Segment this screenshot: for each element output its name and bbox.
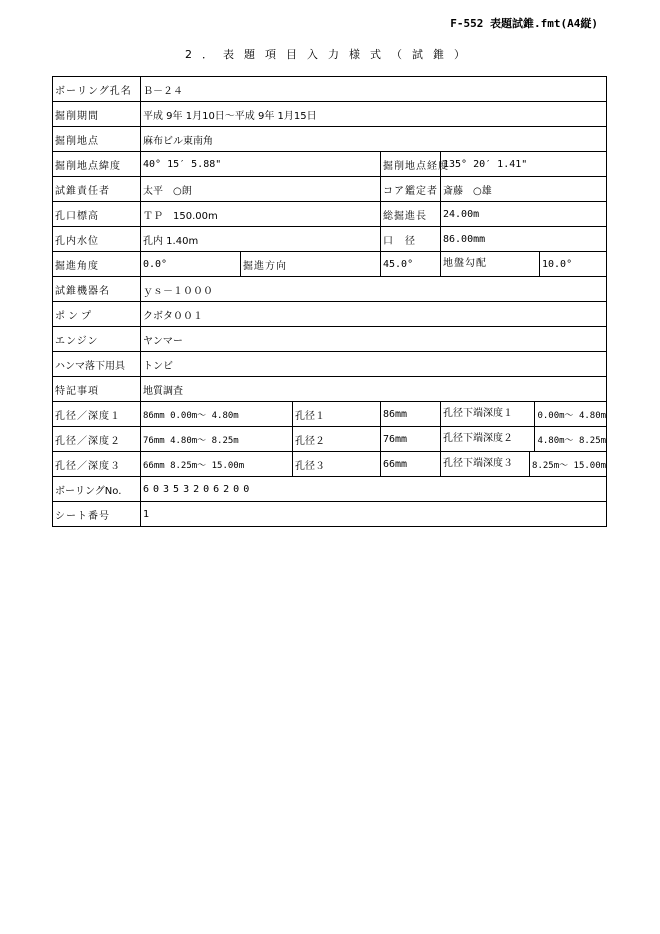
hole-depth-field[interactable]: 66mm 8.25m～ 15.00m xyxy=(141,452,293,477)
row-hammer xyxy=(53,352,607,377)
row-note xyxy=(53,377,607,402)
hole-lower-label: 孔径下端深度３ xyxy=(441,452,530,476)
engine-label: エンジン xyxy=(53,327,141,352)
total-depth-label: 総掘進長 xyxy=(381,202,441,227)
row-angles xyxy=(53,252,607,277)
row-coordinates xyxy=(53,152,607,177)
row-boring-name xyxy=(53,77,607,102)
hole-lower-field[interactable]: 0.00m～ 4.80m xyxy=(537,410,607,421)
hole-diameter-label: 孔径１ xyxy=(293,402,381,427)
row-hole-2 xyxy=(53,427,607,452)
engineer-field[interactable]: 太平 ○朗 xyxy=(141,177,381,202)
slope-field[interactable]: 10.0° xyxy=(542,258,573,270)
hole-diameter-field[interactable]: 86mm xyxy=(381,402,441,427)
row-boring-no xyxy=(53,477,607,502)
file-id: F-552 表題試錐.fmt(A4縦) xyxy=(450,17,598,30)
water-level-field[interactable]: 孔内 1.40m xyxy=(141,227,381,252)
hammer-label: ハンマ落下用具 xyxy=(53,352,141,377)
sheet-field[interactable]: 1 xyxy=(141,502,607,527)
note-label: 特記事項 xyxy=(53,377,141,402)
core-examiner-label: コア鑑定者 xyxy=(381,177,441,202)
engineer-label: 試錐責任者 xyxy=(53,177,141,202)
hammer-field[interactable]: トンビ xyxy=(141,352,607,377)
machine-label: 試錐機器名 xyxy=(53,277,141,302)
hole-depth-field[interactable]: 76mm 4.80m～ 8.25m xyxy=(141,427,293,452)
boring-name-field[interactable]: Ｂ－２４ xyxy=(141,77,607,102)
direction-field[interactable]: 45.0° xyxy=(381,252,441,277)
hole-lower-field[interactable]: 4.80m～ 8.25m xyxy=(537,435,607,446)
row-sheet xyxy=(53,502,607,527)
row-hole-3 xyxy=(53,452,607,477)
pump-label: ポンプ xyxy=(53,302,141,327)
angle-field[interactable]: 0.0° xyxy=(141,252,241,277)
direction-label: 掘進方向 xyxy=(241,252,381,277)
boring-title-form xyxy=(52,76,607,527)
boring-no-field[interactable]: 60353206200 xyxy=(141,477,607,502)
hole-lower-cell xyxy=(441,427,607,452)
slope-label: 地盤勾配 xyxy=(441,252,540,276)
site-field[interactable]: 麻布ビル東南角 xyxy=(141,127,607,152)
angle-label: 掘進角度 xyxy=(53,252,141,277)
row-machine xyxy=(53,277,607,302)
longitude-field[interactable]: 135° 20′ 1.41" xyxy=(441,152,607,177)
hole-diameter-field[interactable]: 76mm xyxy=(381,427,441,452)
row-elevation xyxy=(53,202,607,227)
row-hole-1 xyxy=(53,402,607,427)
latitude-label: 掘削地点緯度 xyxy=(53,152,141,177)
elevation-field[interactable]: ＴＰ 150.00m xyxy=(141,202,381,227)
water-level-label: 孔内水位 xyxy=(53,227,141,252)
core-examiner-field[interactable]: 斎藤 ○雄 xyxy=(441,177,607,202)
row-pump xyxy=(53,302,607,327)
hole-lower-cell xyxy=(441,452,607,477)
boring-name-label: ボーリング孔名 xyxy=(53,77,141,102)
row-personnel xyxy=(53,177,607,202)
period-field[interactable]: 平成 9年 1月10日～平成 9年 1月15日 xyxy=(141,102,607,127)
site-label: 掘削地点 xyxy=(53,127,141,152)
longitude-label: 掘削地点経度 xyxy=(381,152,441,177)
diameter-field[interactable]: 86.00mm xyxy=(441,227,607,252)
note-field[interactable]: 地質調査 xyxy=(141,377,607,402)
diameter-label: 口 径 xyxy=(381,227,441,252)
hole-lower-field[interactable]: 8.25m～ 15.00m xyxy=(532,460,607,471)
elevation-label: 孔口標高 xyxy=(53,202,141,227)
machine-field[interactable]: ｙｓ－１０００ xyxy=(141,277,607,302)
hole-depth-label: 孔径／深度３ xyxy=(53,452,141,477)
sheet-label: シート番号 xyxy=(53,502,141,527)
pump-field[interactable]: クボタ００１ xyxy=(141,302,607,327)
total-depth-field[interactable]: 24.00m xyxy=(441,202,607,227)
row-water-level xyxy=(53,227,607,252)
slope-cell xyxy=(441,252,607,277)
hole-lower-label: 孔径下端深度１ xyxy=(441,402,535,426)
hole-depth-label: 孔径／深度２ xyxy=(53,427,141,452)
hole-depth-label: 孔径／深度１ xyxy=(53,402,141,427)
latitude-field[interactable]: 40° 15′ 5.88" xyxy=(141,152,381,177)
hole-lower-cell xyxy=(441,402,607,427)
row-engine xyxy=(53,327,607,352)
row-site xyxy=(53,127,607,152)
hole-diameter-label: 孔径３ xyxy=(293,452,381,477)
hole-diameter-field[interactable]: 66mm xyxy=(381,452,441,477)
boring-no-label: ボーリングNo. xyxy=(53,477,141,502)
hole-depth-field[interactable]: 86mm 0.00m～ 4.80m xyxy=(141,402,293,427)
hole-lower-label: 孔径下端深度２ xyxy=(441,427,535,451)
period-label: 掘削期間 xyxy=(53,102,141,127)
hole-diameter-label: 孔径２ xyxy=(293,427,381,452)
row-period xyxy=(53,102,607,127)
engine-field[interactable]: ヤンマー xyxy=(141,327,607,352)
page-title: 2．表題項目入力様式（試錐） xyxy=(185,48,475,61)
